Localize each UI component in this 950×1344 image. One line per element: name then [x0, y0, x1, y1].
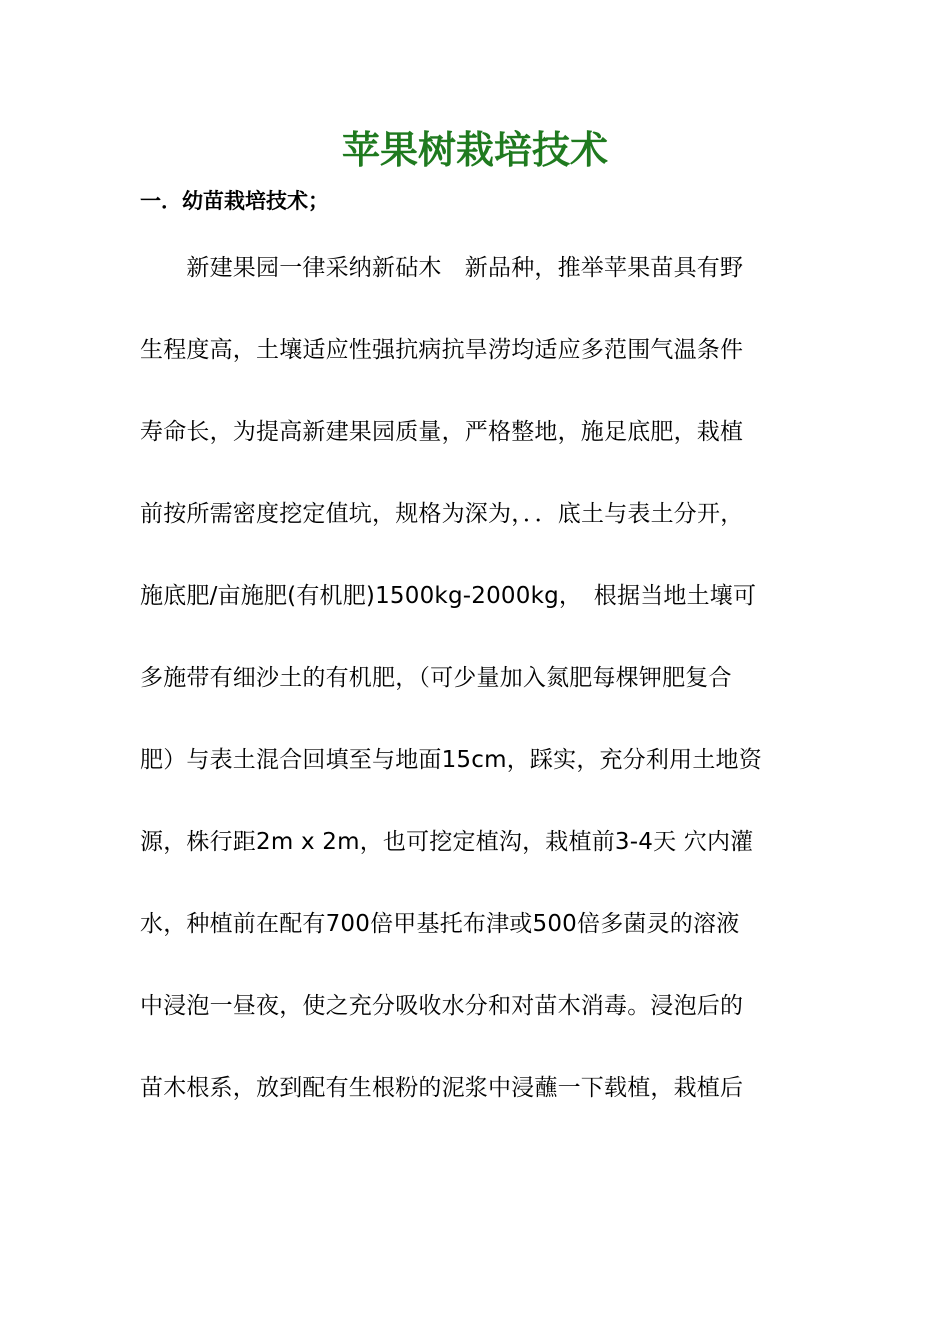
paragraph-line: 肥）与表土混合回填至与地面15cm，踩实，充分利用土地资 [140, 747, 762, 773]
paragraph-line: 施底肥/亩施肥(有机肥)1500kg-2000kg， 根据当地土壤可 [140, 583, 757, 609]
paragraph-line: 生程度高，土壤适应性强抗病抗旱涝均适应多范围气温条件 [140, 337, 744, 363]
paragraph-line: 中浸泡一昼夜，使之充分吸收水分和对苗木消毒。浸泡后的 [140, 993, 744, 1019]
document-title: 苹果树栽培技术 [341, 127, 608, 172]
paragraph-line: 前按所需密度挖定值坑，规格为深为，．．底土与表土分开， [140, 501, 744, 527]
paragraph-line: 多施带有细沙土的有机肥，（可少量加入氮肥每棵钾肥复合 [140, 665, 732, 691]
paragraph-line: 水，种植前在配有700倍甲基托布津或500倍多菌灵的溶液 [140, 911, 740, 937]
paragraph-line: 源，株行距2m x 2m，也可挖定植沟，栽植前3-4天 穴内灌 [140, 829, 754, 855]
paragraph-line: 寿命长，为提高新建果园质量，严格整地，施足底肥，栽植 [140, 419, 744, 445]
paragraph-line: 苗木根系，放到配有生根粉的泥浆中浸蘸一下载植，栽植后 [140, 1075, 744, 1101]
section-heading: 一．幼苗栽培技术； [140, 189, 329, 213]
paragraph-line: 新建果园一律采纳新砧木 新品种，推举苹果苗具有野 [140, 255, 744, 281]
